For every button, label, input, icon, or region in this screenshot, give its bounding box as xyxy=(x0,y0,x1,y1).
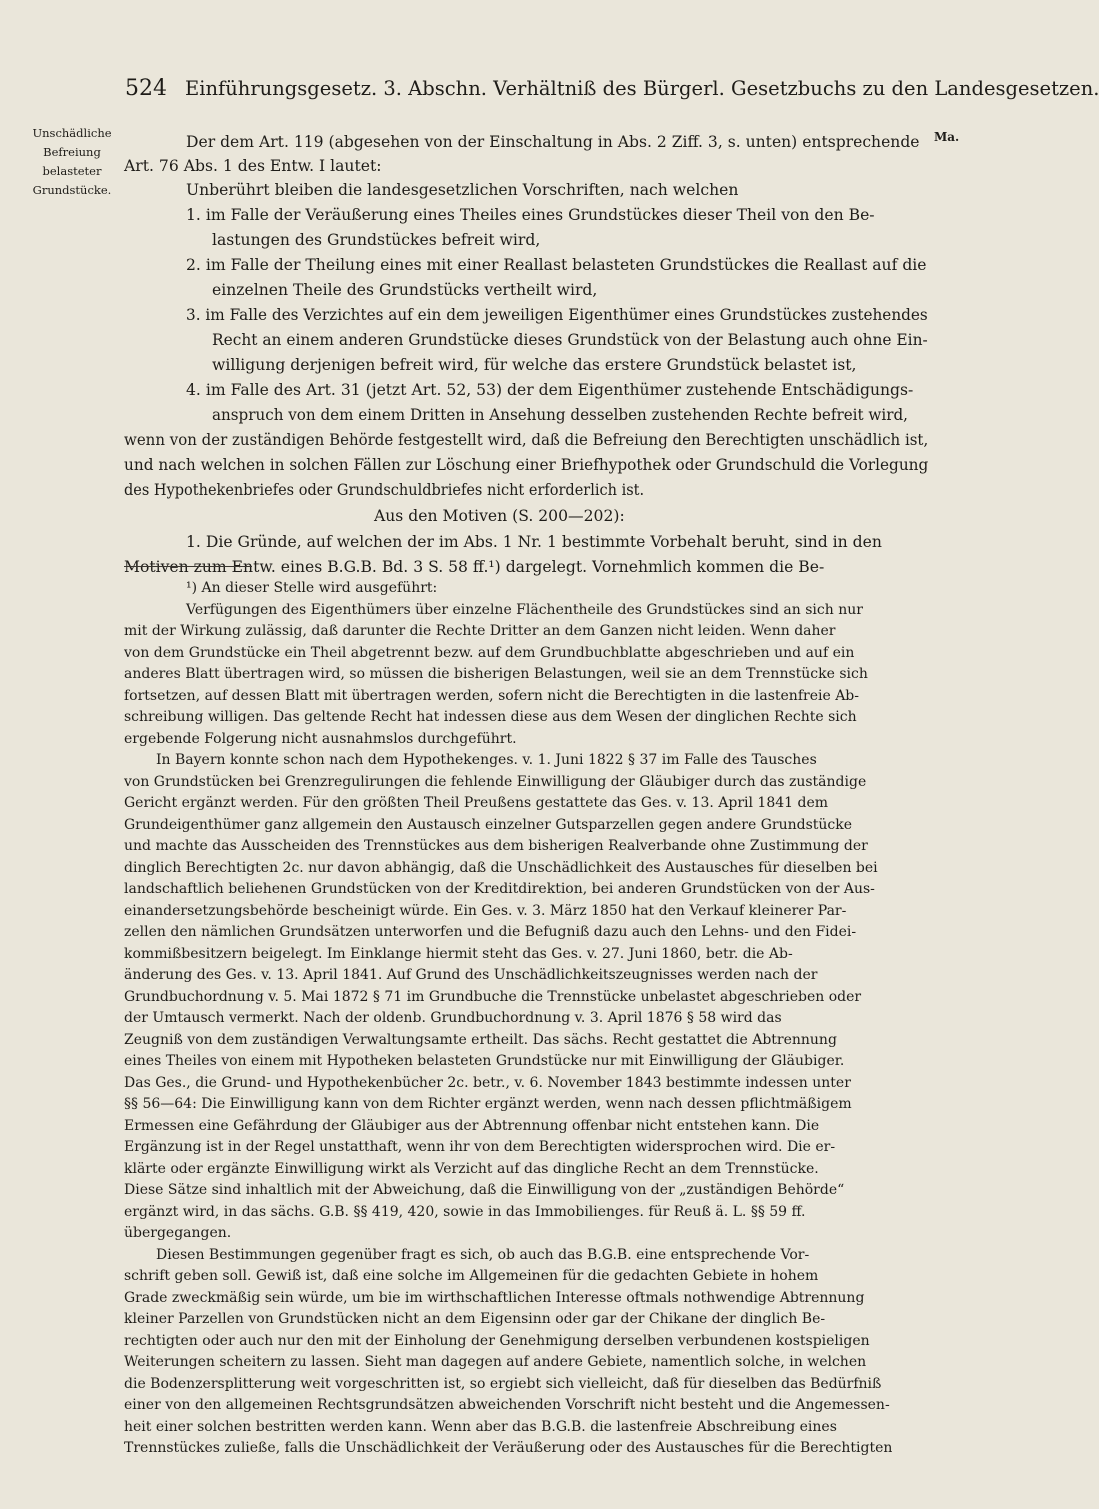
footnote-line: ergänzt wird, in das sächs. G.B. §§ 419, 420, sowie in das Immobilienges. für Reuß ä. L. §§ 59 ff. xyxy=(124,1204,806,1220)
margin-note-line: belasteter xyxy=(42,164,102,178)
footnote-line: Verfügungen des Eigenthümers über einzelne Flächentheile des Grundstückes sind an sich nur xyxy=(186,602,863,618)
text-line: willigung derjenigen befreit wird, für welche das erstere Grundstück belastet ist, xyxy=(212,356,857,374)
margin-note-line: Befreiung xyxy=(43,145,101,159)
footnote-line: anderes Blatt übertragen wird, so müssen die bisherigen Belastungen, weil sie an dem Trennstücke sich xyxy=(124,666,868,682)
text-line: Art. 76 Abs. 1 des Entw. I lautet: xyxy=(124,157,382,175)
margin-note-line: Unschädliche xyxy=(32,126,112,140)
footnote-line: landschaftlich beliehenen Grundstücken von der Kreditdirektion, bei anderen Grundstücken von der Aus- xyxy=(124,881,875,897)
footnote-line: eines Theiles von einem mit Hypotheken belasteten Grundstücke nur mit Einwilligung der Gläubiger. xyxy=(124,1053,845,1069)
footnote-line: der Umtausch vermerkt. Nach der oldenb. Grundbuchordnung v. 3. April 1876 § 58 wird das xyxy=(124,1010,782,1026)
footnote-line: klärte oder ergänzte Einwilligung wirkt als Verzicht auf das dingliche Recht an dem Trennstücke. xyxy=(124,1161,819,1177)
footnote-line: Gericht ergänzt werden. Für den größten Theil Preußens gestattete das Ges. v. 13. April 1841 dem xyxy=(124,795,829,811)
text-line: 3. im Falle des Verzichtes auf ein dem jeweiligen Eigenthümer eines Grundstückes zustehendes xyxy=(186,306,928,324)
text-line: anspruch von dem einem Dritten in Ansehung desselben zustehenden Rechte befreit wird, xyxy=(212,406,908,424)
footnote-line: übergegangen. xyxy=(124,1225,232,1241)
footnote-line: die Bodenzersplitterung weit vorgeschritten ist, so ergiebt sich vielleicht, daß für dieselben das Bedürfniß xyxy=(124,1376,882,1392)
text-line: des Hypothekenbriefes oder Grundschuldbriefes nicht erforderlich ist. xyxy=(124,481,645,499)
footnote-line: von dem Grundstücke ein Theil abgetrennt bezw. auf dem Grundbuchblatte abgeschrieben und auf ein xyxy=(124,645,855,661)
footnote-separator xyxy=(124,566,252,567)
text-line: 4. im Falle des Art. 31 (jetzt Art. 52, 53) der dem Eigenthümer zustehende Entschädigungs- xyxy=(186,381,914,399)
footnote-line: einandersetzungsbehörde bescheinigt würde. Ein Ges. v. 3. März 1850 hat den Verkauf kleinerer Par- xyxy=(124,903,847,919)
text-line: 2. im Falle der Theilung eines mit einer Reallast belasteten Grundstückes die Reallast auf die xyxy=(186,256,927,274)
footnote-line: dinglich Berechtigten 2c. nur davon abhängig, daß die Unschädlichkeit des Austausches für dieselben bei xyxy=(124,860,878,876)
margin-note xyxy=(26,124,118,200)
footnote-line: zellen den nämlichen Grundsätzen unterworfen und die Befugniß dazu auch den Lehns- und den Fidei- xyxy=(124,924,857,940)
footnote-line: ergebende Folgerung nicht ausnahmslos durchgeführt. xyxy=(124,731,517,747)
footnote-line: schreibung willigen. Das geltende Recht hat indessen diese aus dem Wesen der dinglichen Rechte sich xyxy=(124,709,857,725)
footnote-line: mit der Wirkung zulässig, daß darunter die Rechte Dritter an dem Ganzen nicht leiden. Wenn daher xyxy=(124,623,836,639)
footnote-line: Grundeigenthümer ganz allgemein den Austausch einzelner Gutsparzellen gegen andere Grundstücke xyxy=(124,817,853,833)
section-heading: Aus den Motiven (S. 200—202): xyxy=(374,507,625,525)
footnote-line: einer von den allgemeinen Rechtsgrundsätzen abweichenden Vorschrift nicht besteht und die Angemessen- xyxy=(124,1397,890,1413)
footnote-line: von Grundstücken bei Grenzregulirungen die fehlende Einwilligung der Gläubiger durch das zuständige xyxy=(124,774,867,790)
text-line: lastungen des Grundstückes befreit wird, xyxy=(212,231,541,249)
footnote-line: Grade zweckmäßig sein würde, um bie im wirthschaftlichen Interesse oftmals nothwendige Abtrennung xyxy=(124,1290,865,1306)
text-line: Der dem Art. 119 (abgesehen von der Einschaltung in Abs. 2 Ziff. 3, s. unten) entsprechende xyxy=(186,133,920,151)
footnote-line: Ergänzung ist in der Regel unstatthaft, wenn ihr von dem Berechtigten widersprochen wird. Die er- xyxy=(124,1139,836,1155)
footnote-line: Zeugniß von dem zuständigen Verwaltungsamte ertheilt. Das sächs. Recht gestattet die Abtrennung xyxy=(124,1032,837,1048)
text-line: Recht an einem anderen Grundstücke dieses Grundstück von der Belastung auch ohne Ein- xyxy=(212,331,928,349)
page-header xyxy=(125,74,1099,104)
footnote-line: heit einer solchen bestritten werden kann. Wenn aber das B.G.B. die lastenfreie Abschreibung eines xyxy=(124,1419,837,1435)
footnote-line: Diese Sätze sind inhaltlich mit der Abweichung, daß die Einwilligung von der „zuständigen Behörde“ xyxy=(124,1182,845,1198)
footnote-line: Diesen Bestimmungen gegenüber fragt es sich, ob auch das B.G.B. eine entsprechende Vor- xyxy=(156,1247,810,1263)
text-line: Unberührt bleiben die landesgesetzlichen Vorschriften, nach welchen xyxy=(186,181,739,199)
footnote-line: fortsetzen, auf dessen Blatt mit übertragen werden, sofern nicht die Berechtigten in die lastenfreie Ab- xyxy=(124,688,859,704)
footnote-line: In Bayern konnte schon nach dem Hypothekenges. v. 1. Juni 1822 § 37 im Falle des Tausches xyxy=(156,752,817,768)
text-line: einzelnen Theile des Grundstücks vertheilt wird, xyxy=(212,281,598,299)
footnote-line: rechtigten oder auch nur den mit der Einholung der Genehmigung derselben verbundenen kostspieligen xyxy=(124,1333,870,1349)
text-line: und nach welchen in solchen Fällen zur Löschung einer Briefhypothek oder Grundschuld die Vorlegung xyxy=(124,456,929,474)
page-number: 524 xyxy=(125,76,167,101)
footnote-line: Ermessen eine Gefährdung der Gläubiger aus der Abtrennung offenbar nicht entstehen kann. Die xyxy=(124,1118,820,1134)
footnote-line: Grundbuchordnung v. 5. Mai 1872 § 71 im Grundbuche die Trennstücke unbelastet abgeschrieben oder xyxy=(124,989,862,1005)
footnote-line: änderung des Ges. v. 13. April 1841. Auf Grund des Unschädlichkeitszeugnisses werden nach der xyxy=(124,967,818,983)
footnote-line: kommißbesitzern beigelegt. Im Einklange hiermit steht das Ges. v. 27. Juni 1860, betr. die Ab- xyxy=(124,946,793,962)
footnote-line: §§ 56—64: Die Einwilligung kann von dem Richter ergänzt werden, wenn nach dessen pflichtmäßigem xyxy=(124,1096,852,1112)
footnote-line: kleiner Parzellen von Grundstücken nicht an dem Eigensinn oder gar der Chikane der dinglich Be- xyxy=(124,1311,826,1327)
text-line: 1. Die Gründe, auf welchen der im Abs. 1 Nr. 1 bestimmte Vorbehalt beruht, sind in den xyxy=(186,533,882,551)
footnote-line: Weiterungen scheitern zu lassen. Sieht man dagegen auf andere Gebiete, namentlich solche, in welchen xyxy=(124,1354,867,1370)
footnote-line: Trennstückes zuließe, falls die Unschädlichkeit der Veräußerung oder des Austausches für die Berechtigten xyxy=(124,1440,893,1456)
footnote-line: ¹) An dieser Stelle wird ausgeführt: xyxy=(186,580,438,596)
margin-note-line: Grundstücke. xyxy=(32,183,112,197)
margin-reference: Ma. xyxy=(934,130,960,144)
footnote-line: Das Ges., die Grund- und Hypothekenbücher 2c. betr., v. 6. November 1843 bestimmte indessen unter xyxy=(124,1075,851,1091)
footnote-line: und machte das Ausscheiden des Trennstückes aus dem bisherigen Realverbande ohne Zustimmung der xyxy=(124,838,868,854)
text-line: wenn von der zuständigen Behörde festgestellt wird, daß die Befreiung den Berechtigten unschädlich ist, xyxy=(124,431,929,449)
text-line: Motiven zum Entw. eines B.G.B. Bd. 3 S. 58 ff.¹) dargelegt. Vornehmlich kommen die Be- xyxy=(124,558,825,576)
running-title: Einführungsgesetz. 3. Abschn. Verhältniß des Bürgerl. Gesetzbuchs zu den Landesgesetzen. xyxy=(185,77,1099,100)
text-line: 1. im Falle der Veräußerung eines Theiles eines Grundstückes dieser Theil von den Be- xyxy=(186,206,875,224)
footnote-line: schrift geben soll. Gewiß ist, daß eine solche im Allgemeinen für die gedachten Gebiete in hohem xyxy=(124,1268,819,1284)
